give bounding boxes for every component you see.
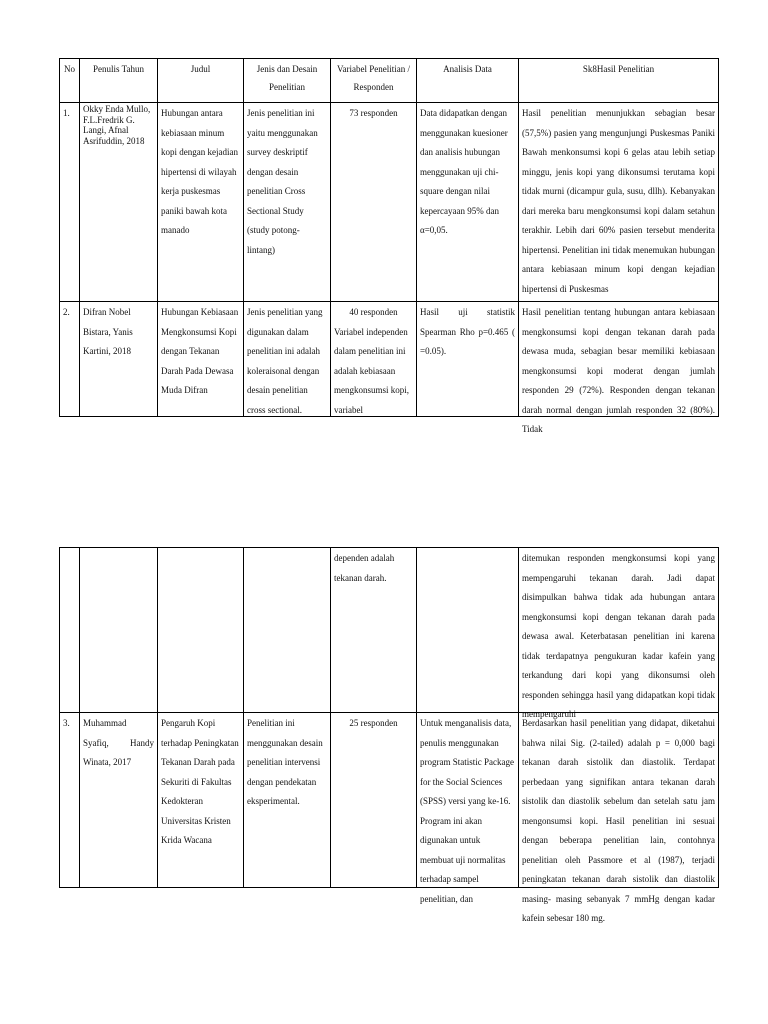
literature-table-page-1 bbox=[59, 58, 719, 434]
cell-analisis bbox=[417, 548, 519, 713]
table-row bbox=[60, 713, 719, 888]
header-row bbox=[60, 59, 719, 103]
header-jenis: Jenis dan Desain Penelitian bbox=[244, 59, 331, 103]
cell-jenis-text: Jenis penelitian yang digunakan dalam penelitian ini adalah koleraisonal dengan desain penelitian cross sectional. bbox=[247, 307, 323, 415]
header-analisis: Analisis Data bbox=[417, 59, 519, 103]
cell-penulis: Muhammad Syafiq, Handy Winata, 2017 bbox=[80, 713, 158, 888]
cell-jenis bbox=[244, 302, 331, 417]
header-hasil: Sk8Hasil Penelitian bbox=[519, 59, 719, 103]
cell-hasil bbox=[519, 302, 719, 434]
table-row bbox=[60, 103, 719, 302]
literature-table-page-2 bbox=[59, 547, 719, 923]
cell-penulis bbox=[80, 548, 158, 713]
cell-no bbox=[60, 548, 80, 713]
cell-hasil bbox=[519, 713, 719, 923]
cell-no: 1. bbox=[60, 103, 80, 302]
cell-jenis bbox=[244, 548, 331, 713]
cell-jenis: Penelitian ini menggunakan desain penelitian intervensi dengan pendekatan eksperimental. bbox=[244, 713, 331, 888]
header-variabel: Variabel Penelitian / Responden bbox=[331, 59, 417, 103]
header-no: No bbox=[60, 59, 80, 103]
cell-variabel-text: Variabel independen dalam penelitian ini adalah kebiasaan mengkonsumsi kopi, variabel bbox=[334, 326, 410, 415]
cell-judul: Pengaruh Kopi terhadap Peningkatan Tekanan Darah pada Sekuriti di Fakultas Kedokteran Universitas Kristen Krida Wacana bbox=[158, 713, 244, 888]
cell-analisis: Hasil uji statistik Spearman Rho p=0.465 ( =0.05). bbox=[417, 302, 519, 417]
header-penulis: Penulis Tahun bbox=[80, 59, 158, 103]
cell-variabel: 73 responden bbox=[331, 103, 417, 302]
table-row bbox=[60, 302, 719, 417]
cell-judul bbox=[158, 302, 244, 417]
cell-jenis: Jenis penelitian ini yaitu menggunakan survey deskriptif dengan desain penelitian Cross Sectional Study (study potong-lintang) bbox=[244, 103, 331, 302]
cell-judul bbox=[158, 548, 244, 713]
cell-judul-text: Hubungan Kebiasaan Mengkonsumsi Kopi dengan Tekanan Darah Pada Dewasa Muda Difran bbox=[161, 307, 239, 395]
cell-analisis bbox=[417, 713, 519, 904]
cell-hasil-text: Hasil penelitian tentang hubungan antara kebiasaan mengkonsumsi kopi dengan tekanan darah pada dewasa muda, sebagian besar memiliki kebiasaan mengkonsumsi kopi moderat dengan jumlah responden 29 (72%). Responden dengan tekanan darah normal dengan jumlah responden 32 (80%). Tidak bbox=[522, 307, 715, 434]
cell-variabel: dependen adalah tekanan darah. bbox=[331, 548, 417, 713]
cell-no: 3. bbox=[60, 713, 80, 888]
cell-no: 2. bbox=[60, 302, 80, 417]
cell-hasil-text: ditemukan responden mengkonsumsi kopi yang mempengaruhi tekanan darah. Jadi dapat disimpulkan bahwa tidak ada hubungan antara mengkonsumsi kopi dengan tekanan darah pada dewasa awal. Keterbatasan penelitian ini karena tidak terdapatnya pengukuran kadar kafein yang terkandung dari kopi yang dikonsumsi oleh responden sehingga hasil yang didapatkan kopi tidak mempengaruhi bbox=[522, 553, 715, 719]
header-judul: Judul bbox=[158, 59, 244, 103]
table-row-continuation bbox=[60, 548, 719, 713]
cell-hasil-text: Hasil penelitian menunjukkan sebagian besar (57,5%) pasien yang mengunjungi Puskesmas Paniki Bawah menkonsumsi kopi 6 gelas atau lebih setiap minggu, jenis kopi yang dikonsumsi terutama kopi tidak murni (dicampur gula, susu, dllh). Kebanyakan dari mereka baru mengkonsumsi kopi dalam setahun terakhir. Lebih dari 60% pasien tersebut menderita hipertensi. Penelitian ini tidak menemukan hubungan antara kebiasaan minum kopi dengan kejadian hipertensi di Puskesmas bbox=[522, 108, 715, 294]
cell-hasil bbox=[519, 103, 719, 302]
cell-variabel bbox=[331, 302, 417, 417]
cell-penulis: Okky Enda Mullo, F.L.Fredrik G. Langi, Afnal Asrifuddin, 2018 bbox=[80, 103, 158, 302]
cell-hasil-text: Berdasarkan hasil penelitian yang didapat, diketahui bahwa nilai Sig. (2-tailed) adalah p = 0,000 bagi tekanan darah sistolik dan diastolik. Terdapat perbedaan yang signifikan antara tekanan darah sistolik dan diastolik sebelum dan setelah satu jam mengonsumsi kopi. Hasil penelitian ini sesuai dengan beberapa penelitian lain, contohnya penelitian oleh Passmore et al (1987), terjadi peningkatan tekanan darah sistolik dan diastolik masing- masing sebanyak 7 mmHg dengan kadar kafein sebesar 180 mg. bbox=[522, 718, 715, 923]
cell-variabel: 25 responden bbox=[331, 713, 417, 888]
cell-hasil bbox=[519, 548, 719, 719]
cell-penulis: Difran Nobel Bistara, Yanis Kartini, 2018 bbox=[80, 302, 158, 417]
cell-analisis-text: Untuk menganalisis data, penulis menggunakan program Statistic Package for the Social Sciences (SPSS) versi yang ke-16. Program ini akan digunakan untuk membuat uji normalitas terhadap sampel penelitian, dan bbox=[420, 718, 514, 904]
cell-judul: Hubungan antara kebiasaan minum kopi dengan kejadian hipertensi di wilayah kerja puskesmas paniki bawah kota manado bbox=[158, 103, 244, 302]
cell-variabel-count: 40 responden bbox=[349, 307, 398, 317]
cell-analisis: Data didapatkan dengan menggunakan kuesioner dan analisis hubungan menggunakan uji chi-square dengan nilai kepercayaan 95% dan α=0,05. bbox=[417, 103, 519, 302]
